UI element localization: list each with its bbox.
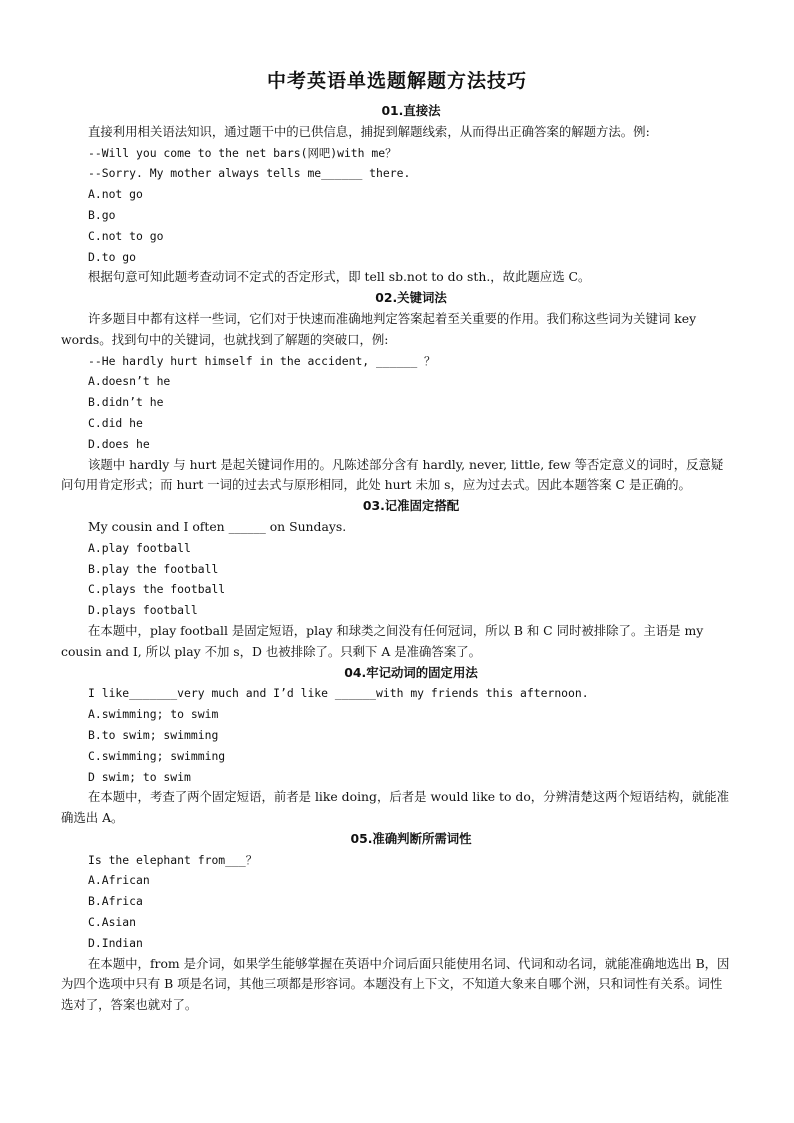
- question-line: --He hardly hurt himself in the accident, ______ ？: [88, 353, 436, 368]
- option-d: D.does he: [88, 436, 150, 451]
- option-b: B.to swim; swimming: [88, 727, 219, 742]
- section-heading: 02.关键词法: [375, 290, 447, 306]
- question-line: My cousin and I often ______ on Sundays.: [88, 518, 347, 534]
- section-03: [61, 496, 734, 662]
- option-b: B.go: [88, 207, 116, 222]
- section-explanation: 在本题中，考查了两个固定短语，前者是 like doing，后者是 would like to do，分辨清楚这两个短语结构，就能准确选出 A。: [61, 789, 730, 826]
- section-02: [61, 288, 734, 496]
- section-heading: 01.直接法: [381, 103, 441, 118]
- option-b: B.play the football: [88, 561, 219, 576]
- question-line: Is the elephant from___？: [88, 852, 258, 867]
- question-line: I like_______very much and I’d like ______with my friends this afternoon.: [88, 686, 589, 701]
- section-04: [61, 663, 734, 829]
- section-heading: 05.准确判断所需词性: [350, 830, 472, 846]
- section-heading: 03.记准固定搭配: [362, 498, 460, 514]
- question-line: --Will you come to the net bars(网吧)with me？: [88, 145, 397, 160]
- document-body: [61, 101, 734, 1016]
- option-a: A.swimming; to swim: [88, 707, 219, 722]
- section-intro: 许多题目中都有这样一些词，它们对于快速而准确地判定答案起着至关重要的作用。我们称这些词为关键词 key words。找到句中的关键词，也就找到了解题的突破口，例:: [61, 310, 697, 347]
- question-line: --Sorry. My mother always tells me______ there.: [88, 166, 411, 181]
- section-heading: 04.牢记动词的固定用法: [344, 664, 478, 680]
- option-a: A.not go: [88, 187, 143, 202]
- option-b: B.Africa: [88, 894, 143, 909]
- section-explanation: 该题中 hardly 与 hurt 是起关键词作用的。凡陈述部分含有 hardly, never, little, few 等否定意义的词时，反意疑问句用肯定形式；而 hurt 一词的过去式与原形相同，此处 hurt 未加 s，应为过去式。因此本题答案 C 是正确的。: [61, 456, 724, 493]
- option-a: A.African: [88, 873, 150, 888]
- option-d: D swim; to swim: [88, 769, 191, 784]
- section-01: [88, 101, 734, 288]
- section-explanation: 在本题中，from 是介词，如果学生能够掌握在英语中介词后面只能使用名词、代词和动名词，就能准确地选出 B，因为四个选项中只有 B 项是名词，其他三项都是形容词。本题没有上下文，不知道大象来自哪个洲，只和词性有关系。词性选对了，答案也就对了。: [61, 955, 730, 1013]
- option-a: A.doesn’t he: [88, 374, 171, 389]
- option-d: D.to go: [88, 249, 137, 264]
- option-d: D.plays football: [88, 603, 198, 618]
- option-a: A.play football: [88, 540, 191, 555]
- option-c: C.not to go: [88, 228, 164, 243]
- section-05: [61, 829, 734, 1016]
- page-title: 中考英语单选题解题方法技巧: [266, 70, 527, 92]
- option-c: C.plays the football: [88, 582, 226, 597]
- section-explanation: 根据句意可知此题考查动词不定式的否定形式，即 tell sb.not to do sth.，故此题应选 C。: [88, 269, 591, 285]
- option-c: C.did he: [88, 415, 143, 430]
- option-d: D.Indian: [88, 935, 143, 950]
- option-c: C.swimming; swimming: [88, 748, 226, 763]
- section-explanation: 在本题中，play football 是固定短语，play 和球类之间没有任何冠词，所以 B 和 C 同时被排除了。主语是 my cousin and I, 所以 play 不加 s，D 也被排除了。只剩下 A 是准确答案了。: [61, 622, 704, 659]
- option-b: B.didn’t he: [88, 395, 164, 410]
- option-c: C.Asian: [88, 915, 137, 930]
- section-intro: 直接利用相关语法知识，通过题干中的已供信息，捕捉到解题线索，从而得出正确答案的解题方法。例:: [88, 123, 650, 139]
